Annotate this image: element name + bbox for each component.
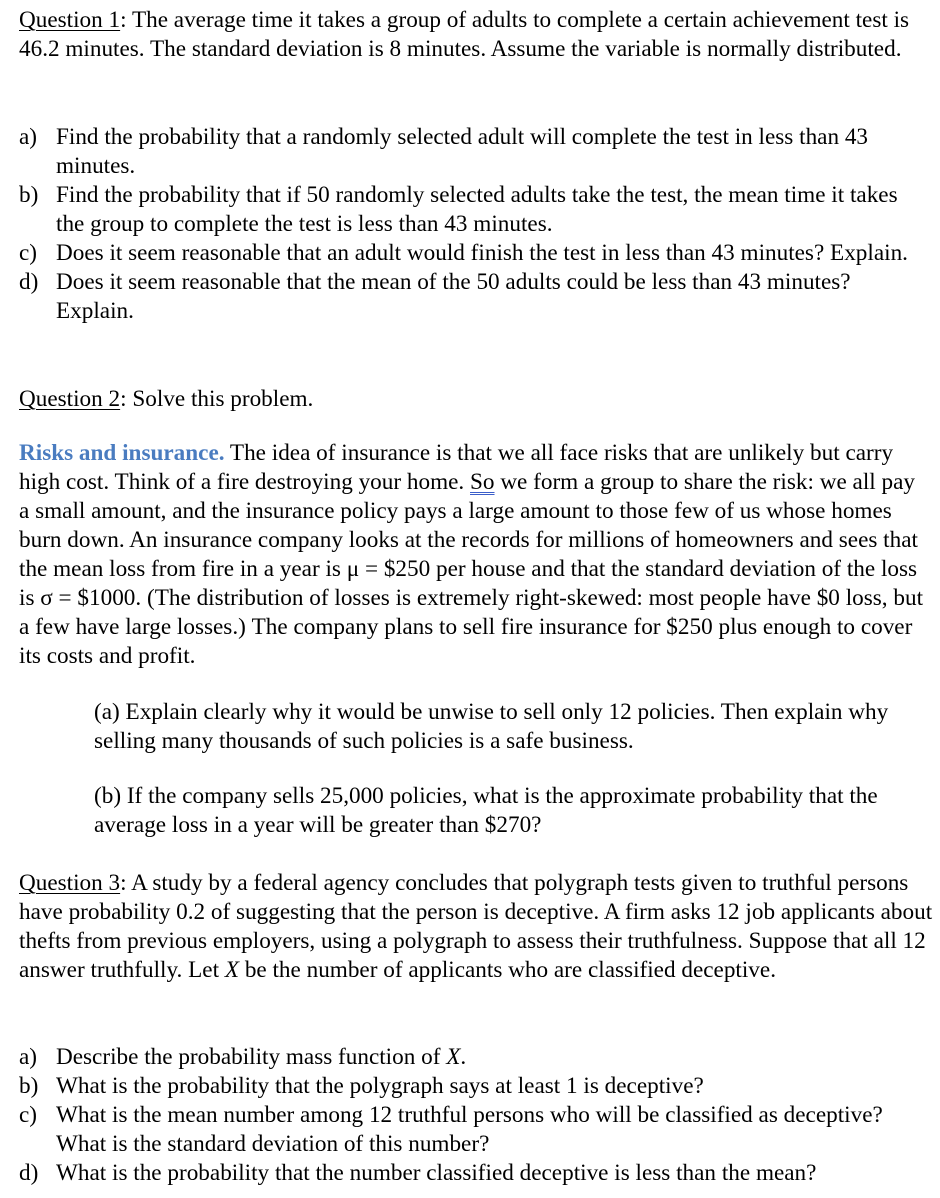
list-item-text: Find the probability that if 50 randomly selected adults take the test, the mean time it takes the group to complete the test is less than 43 minutes. (56, 182, 898, 237)
list-item-text: Does it seem reasonable that an adult would finish the test in less than 43 minutes? Explain. (56, 240, 908, 266)
list-letter: d) (19, 1160, 39, 1186)
list-item-text: What is the probability that the polygraph says at least 1 is deceptive? (56, 1073, 704, 1099)
question-1-label: Question 1 (19, 7, 121, 33)
question-2-part-b (94, 782, 924, 840)
question-2-paragraph (19, 439, 931, 671)
question-3-text-2: be the number of applicants who are classified deceptive. (239, 957, 776, 983)
list-letter: b) (19, 182, 39, 208)
list-letter: b) (19, 1073, 39, 1099)
list-item-text: Find the probability that a randomly selected adult will complete the test in less than 43 minutes. (56, 124, 869, 179)
list-item (19, 123, 929, 181)
question-3-intro (19, 869, 935, 985)
list-item-text: Does it seem reasonable that the mean of the 50 adults could be less than 43 minutes? Explain. (56, 269, 851, 324)
question-3-label: Question 3 (19, 870, 121, 896)
list-item-text: Describe the probability mass function of (56, 1044, 447, 1070)
question-2-intro (19, 385, 935, 414)
list-item (19, 1159, 929, 1188)
list-item (19, 1101, 929, 1159)
list-letter: d) (19, 269, 39, 295)
list-item (19, 1043, 929, 1072)
question-1-intro (19, 6, 935, 64)
variable-x: X (446, 1044, 461, 1070)
paragraph-text-2: we form a group to share the risk: we all pay a small amount, and the insurance policy pays a large amount to those few of us whose homes burn down. An insurance company looks at the records for millions of homeowners and sees that the mean loss from fire in a year is μ = $250 per house and that the standard deviation of the loss is σ = $1000. (The distribution of losses is extremely right-skewed: most people have $0 loss, but a few have large losses.) The company plans to sell fire insurance for $250 plus enough to cover its costs and profit. (19, 469, 924, 669)
list-item-text: What is the mean number among 12 truthful persons who will be classified as deceptive? What is the standard deviation of this number? (56, 1102, 883, 1157)
list-item (19, 1072, 929, 1101)
spellcheck-word: So (470, 469, 495, 495)
list-item-text-end: . (460, 1044, 467, 1070)
question-2-label: Question 2 (19, 386, 121, 412)
list-letter: c) (19, 240, 38, 266)
section-heading: Risks and insurance. (19, 440, 225, 466)
question-3-list (19, 1043, 929, 1188)
list-letter: a) (19, 1044, 38, 1070)
question-1-text: : The average time it takes a group of adults to complete a certain achievement test is 46.2 minutes. The standard deviation is 8 minutes. Assume the variable is normally distributed. (19, 7, 910, 62)
list-item (19, 239, 929, 268)
variable-x: X (224, 957, 240, 983)
list-letter: a) (19, 124, 38, 150)
list-item (19, 268, 929, 326)
paragraph-text-1: The idea of insurance is that we all face risks that are unlikely but carry high cost. Think of a fire destroying your home. (19, 440, 894, 495)
question-2-part-a (94, 698, 924, 756)
part-b-text: (b) If the company sells 25,000 policies, what is the approximate probability that the average loss in a year will be greater than $270? (94, 783, 878, 838)
part-a-text: (a) Explain clearly why it would be unwise to sell only 12 policies. Then explain why selling many thousands of such policies is a safe business. (94, 699, 889, 754)
question-1-list (19, 123, 929, 326)
question-3-text-1: : A study by a federal agency concludes that polygraph tests given to truthful persons have probability 0.2 of suggesting that the person is deceptive. A firm asks 12 job applicants about thefts from previous employers, using a polygraph to assess their truthfulness. Suppose that all 12 answer truthfully. Let (19, 870, 933, 983)
list-item-text: What is the probability that the number classified deceptive is less than the mean? (56, 1160, 817, 1186)
question-2-text: : Solve this problem. (120, 386, 314, 412)
list-item (19, 181, 929, 239)
list-letter: c) (19, 1102, 38, 1128)
